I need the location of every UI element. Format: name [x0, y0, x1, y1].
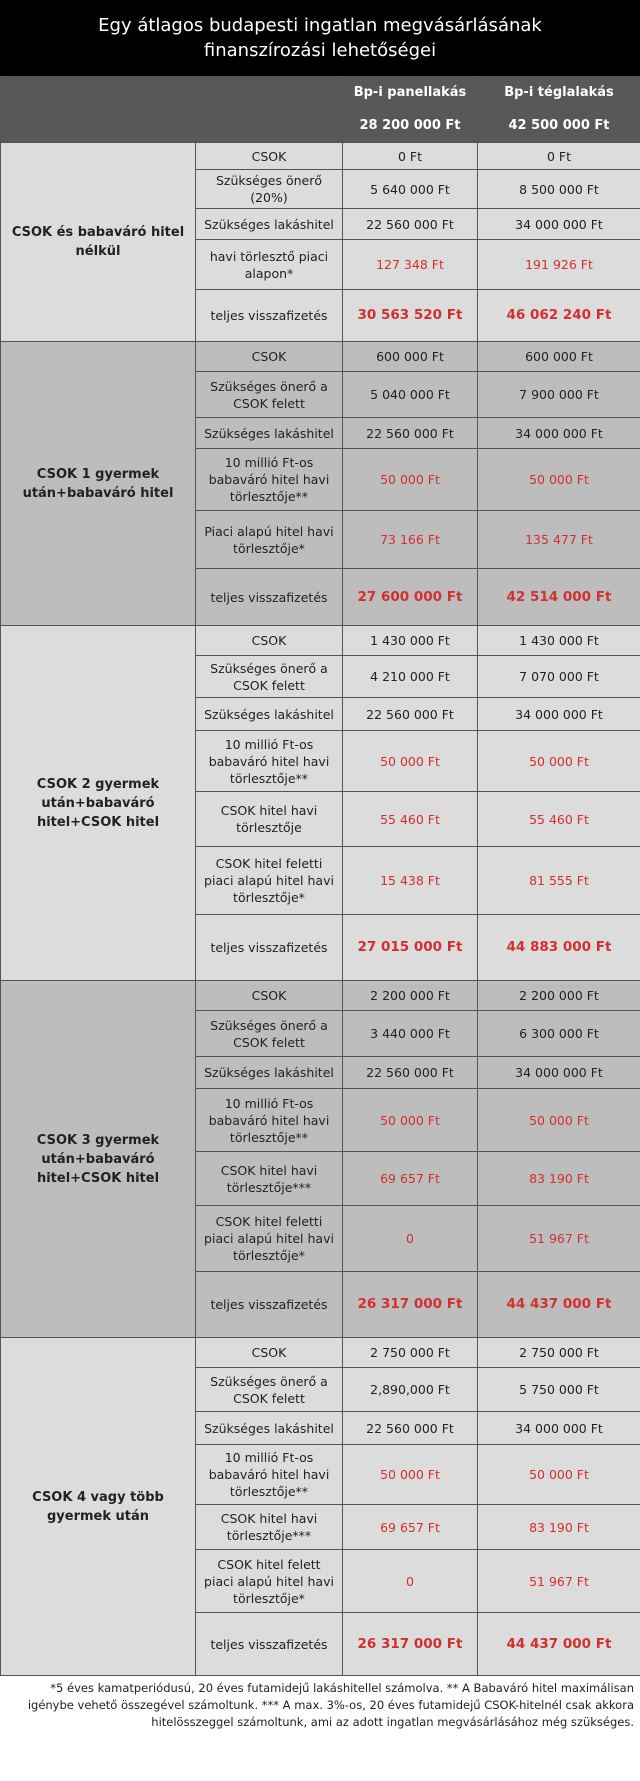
row-label: teljes visszafizetés	[196, 569, 343, 626]
header-col-panel-name: Bp-i panellakás	[353, 85, 467, 100]
value-panel: 22 560 000 Ft	[343, 209, 478, 240]
value-brick: 83 190 Ft	[478, 1152, 640, 1206]
value-brick: 34 000 000 Ft	[478, 1057, 640, 1089]
header-blank	[1, 77, 343, 143]
group-label: CSOK 1 gyermek után+babaváró hitel	[1, 342, 196, 626]
row-label: Szükséges lakáshitel	[196, 209, 343, 240]
row-label: CSOK hitel havi törlesztője	[196, 792, 343, 847]
value-panel: 3 440 000 Ft	[343, 1011, 478, 1057]
value-panel: 22 560 000 Ft	[343, 698, 478, 731]
value-brick: 50 000 Ft	[478, 1089, 640, 1152]
value-brick: 51 967 Ft	[478, 1550, 640, 1613]
value-brick: 34 000 000 Ft	[478, 418, 640, 449]
row-label: teljes visszafizetés	[196, 1272, 343, 1338]
value-brick: 42 514 000 Ft	[478, 569, 640, 626]
value-panel: 1 430 000 Ft	[343, 626, 478, 656]
header-col-panel	[343, 77, 478, 143]
value-brick: 8 500 000 Ft	[478, 170, 640, 209]
header-col-brick	[478, 77, 640, 143]
value-brick: 83 190 Ft	[478, 1505, 640, 1550]
value-panel: 30 563 520 Ft	[343, 290, 478, 342]
row-label: 10 millió Ft-os babaváró hitel havi törlesztője**	[196, 731, 343, 792]
row-label: CSOK	[196, 342, 343, 372]
value-brick: 44 437 000 Ft	[478, 1613, 640, 1676]
group-label: CSOK 3 gyermek után+babaváró hitel+CSOK hitel	[1, 981, 196, 1338]
value-panel: 22 560 000 Ft	[343, 1057, 478, 1089]
table-row	[1, 143, 640, 170]
value-panel: 127 348 Ft	[343, 240, 478, 290]
value-panel: 50 000 Ft	[343, 1445, 478, 1505]
value-panel: 27 015 000 Ft	[343, 915, 478, 981]
value-brick: 34 000 000 Ft	[478, 698, 640, 731]
row-label: Szükséges önerő a CSOK felett	[196, 372, 343, 418]
row-label: Szükséges önerő a CSOK felett	[196, 656, 343, 698]
value-panel: 5 040 000 Ft	[343, 372, 478, 418]
value-panel: 27 600 000 Ft	[343, 569, 478, 626]
row-label: 10 millió Ft-os babaváró hitel havi törlesztője**	[196, 449, 343, 511]
value-brick: 44 883 000 Ft	[478, 915, 640, 981]
value-panel: 600 000 Ft	[343, 342, 478, 372]
value-brick: 51 967 Ft	[478, 1206, 640, 1272]
value-panel: 2,890,000 Ft	[343, 1368, 478, 1412]
value-panel: 69 657 Ft	[343, 1152, 478, 1206]
row-label: 10 millió Ft-os babaváró hitel havi törlesztője**	[196, 1445, 343, 1505]
value-brick: 135 477 Ft	[478, 511, 640, 569]
table-row	[1, 626, 640, 656]
table-body	[1, 143, 640, 1676]
value-brick: 5 750 000 Ft	[478, 1368, 640, 1412]
value-brick: 1 430 000 Ft	[478, 626, 640, 656]
value-brick: 50 000 Ft	[478, 449, 640, 511]
value-panel: 15 438 Ft	[343, 847, 478, 915]
value-panel: 26 317 000 Ft	[343, 1272, 478, 1338]
header-col-panel-price: 28 200 000 Ft	[359, 118, 461, 133]
value-brick: 7 900 000 Ft	[478, 372, 640, 418]
value-panel: 0 Ft	[343, 143, 478, 170]
row-label: teljes visszafizetés	[196, 290, 343, 342]
table-row	[1, 981, 640, 1011]
value-panel: 2 200 000 Ft	[343, 981, 478, 1011]
value-brick: 2 200 000 Ft	[478, 981, 640, 1011]
header-row	[1, 77, 640, 143]
value-brick: 7 070 000 Ft	[478, 656, 640, 698]
row-label: CSOK hitel havi törlesztője***	[196, 1152, 343, 1206]
value-panel: 73 166 Ft	[343, 511, 478, 569]
group-label: CSOK 4 vagy több gyermek után	[1, 1338, 196, 1676]
row-label: CSOK hitel feletti piaci alapú hitel havi törlesztője*	[196, 1206, 343, 1272]
row-label: 10 millió Ft-os babaváró hitel havi törlesztője**	[196, 1089, 343, 1152]
value-brick: 34 000 000 Ft	[478, 209, 640, 240]
row-label: CSOK	[196, 626, 343, 656]
value-panel: 4 210 000 Ft	[343, 656, 478, 698]
value-panel: 0	[343, 1550, 478, 1613]
value-panel: 50 000 Ft	[343, 731, 478, 792]
value-brick: 2 750 000 Ft	[478, 1338, 640, 1368]
table-row	[1, 1338, 640, 1368]
value-panel: 26 317 000 Ft	[343, 1613, 478, 1676]
group-label: CSOK 2 gyermek után+babaváró hitel+CSOK hitel	[1, 626, 196, 981]
value-brick: 55 460 Ft	[478, 792, 640, 847]
row-label: havi törlesztő piaci alapon*	[196, 240, 343, 290]
value-panel: 22 560 000 Ft	[343, 1412, 478, 1445]
value-brick: 44 437 000 Ft	[478, 1272, 640, 1338]
header-col-brick-name: Bp-i téglalakás	[504, 85, 614, 100]
page-title: Egy átlagos budapesti ingatlan megvásárlásának finanszírozási lehetőségei	[0, 0, 640, 76]
row-label: CSOK	[196, 143, 343, 170]
value-panel: 0	[343, 1206, 478, 1272]
footnote: *5 éves kamatperiódusú, 20 éves futamidejű lakáshitellel számolva. ** A Babaváró hitel maximálisan igénybe vehető összegével számoltunk. *** A max. 3%-os, 20 éves futamidejű CSOK-hitelnél csak akkora hitelösszeggel számoltunk, ami az adott ingatlan megvásárlásához még szükséges.	[27, 1681, 634, 1729]
group-label: CSOK és babaváró hitel nélkül	[1, 143, 196, 342]
row-label: Szükséges önerő a CSOK felett	[196, 1368, 343, 1412]
value-panel: 22 560 000 Ft	[343, 418, 478, 449]
value-panel: 50 000 Ft	[343, 1089, 478, 1152]
row-label: CSOK hitel feletti piaci alapú hitel havi törlesztője*	[196, 847, 343, 915]
value-panel: 55 460 Ft	[343, 792, 478, 847]
value-brick: 0 Ft	[478, 143, 640, 170]
row-label: teljes visszafizetés	[196, 915, 343, 981]
row-label: Szükséges önerő (20%)	[196, 170, 343, 209]
value-brick: 191 926 Ft	[478, 240, 640, 290]
row-label: CSOK hitel felett piaci alapú hitel havi törlesztője*	[196, 1550, 343, 1613]
row-label: Szükséges önerő a CSOK felett	[196, 1011, 343, 1057]
value-panel: 2 750 000 Ft	[343, 1338, 478, 1368]
row-label: Szükséges lakáshitel	[196, 698, 343, 731]
row-label: Szükséges lakáshitel	[196, 1057, 343, 1089]
financing-table	[0, 76, 640, 1676]
value-brick: 81 555 Ft	[478, 847, 640, 915]
value-panel: 69 657 Ft	[343, 1505, 478, 1550]
value-panel: 5 640 000 Ft	[343, 170, 478, 209]
value-brick: 600 000 Ft	[478, 342, 640, 372]
row-label: Szükséges lakáshitel	[196, 1412, 343, 1445]
row-label: Piaci alapú hitel havi törlesztője*	[196, 511, 343, 569]
value-panel: 50 000 Ft	[343, 449, 478, 511]
value-brick: 50 000 Ft	[478, 731, 640, 792]
header-col-brick-price: 42 500 000 Ft	[508, 118, 610, 133]
table-row	[1, 342, 640, 372]
value-brick: 46 062 240 Ft	[478, 290, 640, 342]
row-label: teljes visszafizetés	[196, 1613, 343, 1676]
value-brick: 34 000 000 Ft	[478, 1412, 640, 1445]
row-label: Szükséges lakáshitel	[196, 418, 343, 449]
value-brick: 50 000 Ft	[478, 1445, 640, 1505]
value-brick: 6 300 000 Ft	[478, 1011, 640, 1057]
row-label: CSOK	[196, 981, 343, 1011]
row-label: CSOK hitel havi törlesztője***	[196, 1505, 343, 1550]
row-label: CSOK	[196, 1338, 343, 1368]
